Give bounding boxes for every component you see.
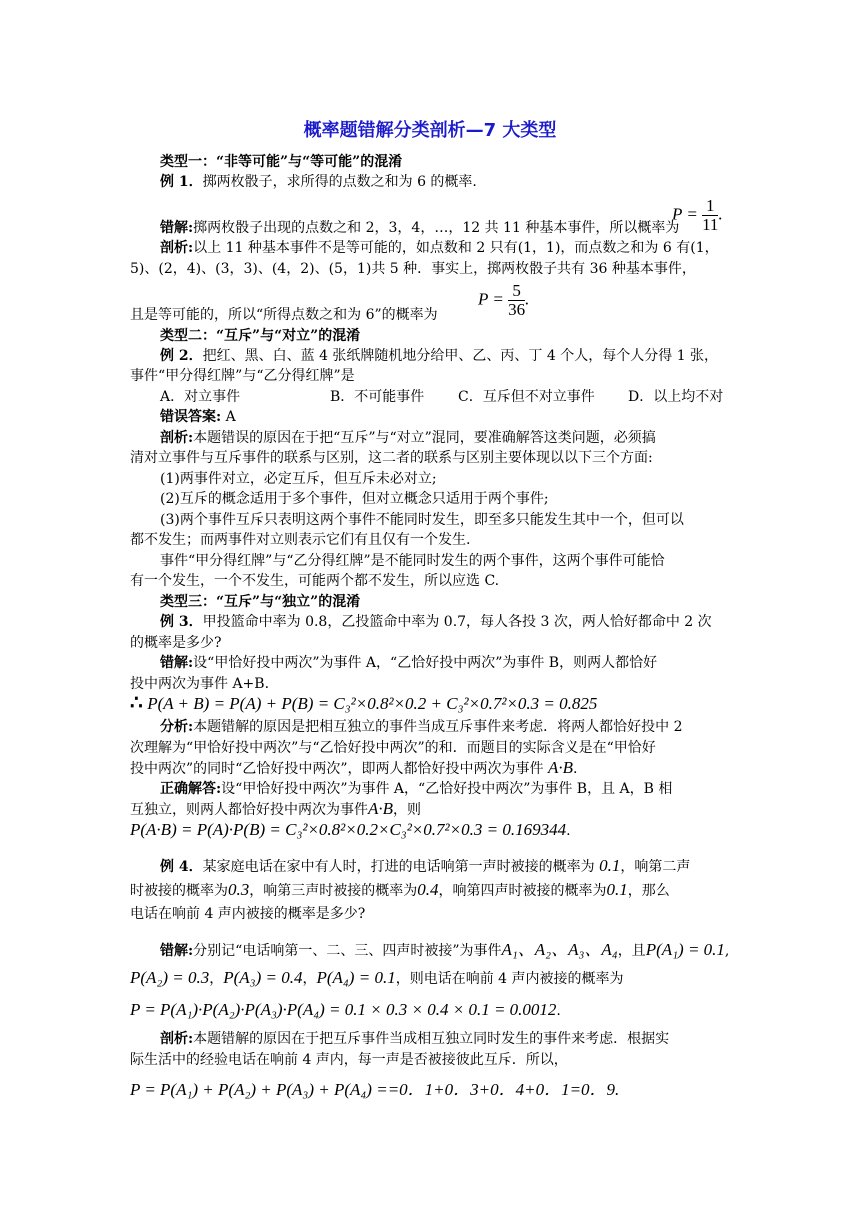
point-2: (2)互斥的概念适用于多个事件，但对立概念只适用于两个事件; <box>160 491 549 507</box>
wrong-formula: P = P(A₁)·P(A₂)·P(A₃)·P(A₄) = 0.1 × 0.3 × 0.4 × 0.1 = 0.0012 <box>130 1000 557 1019</box>
therefore-symbol: ∴ <box>130 690 143 714</box>
example-4-line-2 <box>130 880 730 901</box>
analysis-label: 分析: <box>160 719 194 735</box>
fraction-5-36: P = $\frac{5}{36}$ . <box>478 281 530 319</box>
example-text: ，响第三声时被接的概率为 <box>249 883 418 899</box>
probability-a3: P(A₃) = 0.4 <box>223 968 303 987</box>
example-3-line-2: 的概率是多少? <box>130 635 222 651</box>
example-text: 某家庭电话在家中有人时，打进的电话响第一声时被接的概率为 <box>202 859 595 875</box>
analysis-3-line-1 <box>160 717 760 737</box>
correct-label: 正确解答: <box>160 781 222 797</box>
events: A₁、A₂、A₃、A₄ <box>501 940 618 959</box>
example-2-line-1 <box>160 346 760 366</box>
analysis-3-line-3: 投中两次”的同时“乙恰好投中两次”，即两人都恰好投中两次为事件 A·B. <box>130 758 578 777</box>
wrong-text: 分别记“电话响第一、二、三、四声时被接”为事件 <box>193 943 502 959</box>
wrong-text: ，且 <box>617 943 646 959</box>
numerator: 1 <box>702 197 718 216</box>
option-b: B．不可能事件 <box>330 389 425 405</box>
example-2-line-2: 事件“甲分得红牌”与“乙分得红牌”是 <box>130 368 355 384</box>
option-d: D．以上均不对 <box>628 389 724 405</box>
probability-a1: P(A₁) = 0.1 <box>645 940 725 959</box>
fraction-1-11: P = $\frac{1}{11}$ . <box>672 196 723 234</box>
fraction <box>702 197 718 234</box>
correct-text-end: ，则 <box>393 802 422 818</box>
section-3-heading: 类型三：“互斥”与“独立”的混淆 <box>160 594 361 610</box>
wrong-solution-3-line-1 <box>160 653 760 673</box>
wrong-label: 错误答案: <box>160 409 222 425</box>
example-label: 例 1． <box>160 174 203 190</box>
probability-1: 0.1 <box>599 856 621 875</box>
analysis-2-line-1 <box>160 428 760 448</box>
analysis-1-line-3: 且是等可能的，所以“所得点数之和为 6”的概率为 <box>130 307 438 323</box>
analysis-4-line-1 <box>160 1029 760 1049</box>
example-label: 例 3． <box>160 614 203 630</box>
example-text: 掷两枚骰子，求所得的点数之和为 6 的概率. <box>202 174 477 190</box>
wrong-text: ，则电话在响前 4 声内被接的概率为 <box>395 971 624 987</box>
example-4-line-1 <box>160 856 760 877</box>
p-symbol: P = <box>478 289 504 309</box>
analysis-4-line-2: 际生活中的经验电话在响前 4 声内，每一声是否被接彼此互斥．所以， <box>130 1052 568 1068</box>
wrong-solution-4-line-2: P(A₂) = 0.3，P(A₃) = 0.4，P(A₄) = 0.1，则电话在响前 4 声内被接的概率为 <box>130 968 624 987</box>
analysis-text: 以上 11 种基本事件不是等可能的，如点数和 2 只有(1，1)，而点数之和为 6 有(1， <box>193 240 719 256</box>
correct-solution-line-2 <box>130 799 730 820</box>
analysis-text: 本题错误的原因在于把“互斥”与“对立”混同，要准确解答这类问题，必须搞 <box>193 430 656 446</box>
example-label: 例 4． <box>160 859 203 875</box>
correct-solution-line-1 <box>160 779 760 799</box>
option-a: A．对立事件 <box>160 389 241 405</box>
page-title: 概率题错解分类剖析—7 大类型 <box>303 120 557 141</box>
denominator: 36 <box>508 300 526 319</box>
wrong-answer-2 <box>160 407 760 427</box>
conclusion-2-line-2: 有一个发生，一个不发生，可能两个都不发生，所以应选 C. <box>130 573 500 589</box>
correct-text: 互独立，则两人都恰好投中两次为事件 <box>130 802 368 818</box>
example-text: 甲投篮命中率为 0.8，乙投篮命中率为 0.7，每人各投 3 次，两人恰好都命中 2 次 <box>202 614 712 630</box>
analysis-1-line-1 <box>160 238 760 258</box>
example-label: 例 2． <box>160 348 203 364</box>
correct-text: 设“甲恰好投中两次”为事件 A，“乙恰好投中两次”为事件 B，且 A，B 相 <box>221 781 673 797</box>
wrong-solution-4-line-1: 错解:分别记“电话响第一、二、三、四声时被接”为事件A₁、A₂、A₃、A₄，且P(A₁) = 0.1, <box>160 940 730 959</box>
numerator: 5 <box>508 282 525 301</box>
example-text: 时被接的概率为 <box>130 883 228 899</box>
formula-2-line: P(A·B) = P(A)·P(B) = C₃²×0.8²×0.2×C₃²×0.7²×0.3 = 0.169344. <box>130 820 571 839</box>
final-formula-text: P = P(A₁) + P(A₂) + P(A₃) + P(A₄) ==0．1+0．3+0．4+0．1=0．9. <box>130 1080 620 1099</box>
formula-1-line <box>130 692 730 718</box>
section-2-heading: 类型二：“互斥”与“对立”的混淆 <box>160 328 361 344</box>
wrong-text: 设“甲恰好投中两次”为事件 A，“乙恰好投中两次”为事件 B，则两人都恰好 <box>193 655 658 671</box>
conclusion-2-line-1: 事件“甲分得红牌”与“乙分得红牌”是不能同时发生的两个事件，这两个事件可能恰 <box>160 553 665 569</box>
example-1 <box>160 172 760 192</box>
section-1-heading: 类型一：“非等可能”与“等可能”的混淆 <box>160 154 403 170</box>
probability-3: 0.4 <box>417 880 439 899</box>
example-text: ，那么 <box>627 883 670 899</box>
probability-2: 0.3 <box>228 880 250 899</box>
example-text: ，响第四声时被接的概率为 <box>438 883 607 899</box>
analysis-label: 剖析: <box>160 240 194 256</box>
wrong-answer: A <box>221 409 236 425</box>
event-ab: A·B <box>368 799 394 818</box>
p-symbol: P = <box>672 204 698 224</box>
fraction <box>508 282 525 319</box>
formula-2: P(A·B) = P(A)·P(B) = C₃²×0.8²×0.2×C₃²×0.7²×0.3 = 0.169344 <box>130 820 567 839</box>
wrong-label: 错解: <box>160 655 194 671</box>
event-ab: A·B <box>547 758 573 777</box>
wrong-solution-4-line-3: P = P(A₁)·P(A₂)·P(A₃)·P(A₄) = 0.1 × 0.3 × 0.4 × 0.1 = 0.0012. <box>130 1000 561 1019</box>
option-c: C．互斥但不对立事件 <box>458 389 595 405</box>
wrong-text: 掷两枚骰子出现的点数之和 2，3，4，…，12 共 11 种基本事件，所以概率为 <box>193 220 680 236</box>
probability-a4: P(A₄) = 0.1 <box>316 968 396 987</box>
analysis-3-line-2: 次理解为“甲恰好投中两次”与“乙恰好投中两次”的和．而题目的实际含义是在“甲恰好 <box>130 740 656 756</box>
wrong-label: 错解: <box>160 220 194 236</box>
analysis-text: 本题错解的原因是把相互独立的事件当成互斥事件来考虑．将两人都恰好投中 2 <box>193 719 683 735</box>
point-1: (1)两事件对立，必定互斥，但互斥未必对立; <box>160 471 437 487</box>
probability-4: 0.1 <box>606 880 628 899</box>
wrong-label: 错解: <box>160 943 194 959</box>
point-3-line-2: 都不发生；而两事件对立则表示它们有且仅有一个发生. <box>130 532 471 548</box>
probability-a2: P(A₂) = 0.3 <box>130 968 210 987</box>
denominator: 11 <box>702 215 719 234</box>
analysis-text: 本题错解的原因在于把互斥事件当成相互独立同时发生的事件来考虑．根据实 <box>193 1031 670 1047</box>
example-3-line-1 <box>160 612 760 632</box>
example-4-line-3: 电话在响前 4 声内被接的概率是多少? <box>130 906 366 922</box>
analysis-text: 投中两次”的同时“乙恰好投中两次”，即两人都恰好投中两次为事件 <box>130 761 544 777</box>
point-3-line-1: (3)两个事件互斥只表明这两个事件不能同时发生，即至多只能发生其中一个，但可以 <box>160 512 684 528</box>
analysis-label: 剖析: <box>160 430 194 446</box>
final-formula <box>130 1080 730 1101</box>
example-text: 把红、黑、白、蓝 4 张纸牌随机地分给甲、乙、丙、丁 4 个人，每个人分得 1 张， <box>202 348 719 364</box>
formula-1: P(A + B) = P(A) + P(B) = C₃²×0.8²×0.2 + C₃²×0.7²×0.3 = 0.825 <box>147 694 598 713</box>
analysis-1-line-2: 5)、(2，4)、(3，3)、(4，2)、(5，1)共 5 种．事实上，掷两枚骰子共有 36 种基本事件， <box>130 261 696 277</box>
wrong-solution-3-line-2: 投中两次为事件 A+B. <box>130 676 270 692</box>
example-text: ，响第二声 <box>620 859 691 875</box>
analysis-2-line-2: 清对立事件与互斥事件的联系与区别，这二者的联系与区别主要体现以以下三个方面: <box>130 450 653 466</box>
analysis-label: 剖析: <box>160 1031 194 1047</box>
